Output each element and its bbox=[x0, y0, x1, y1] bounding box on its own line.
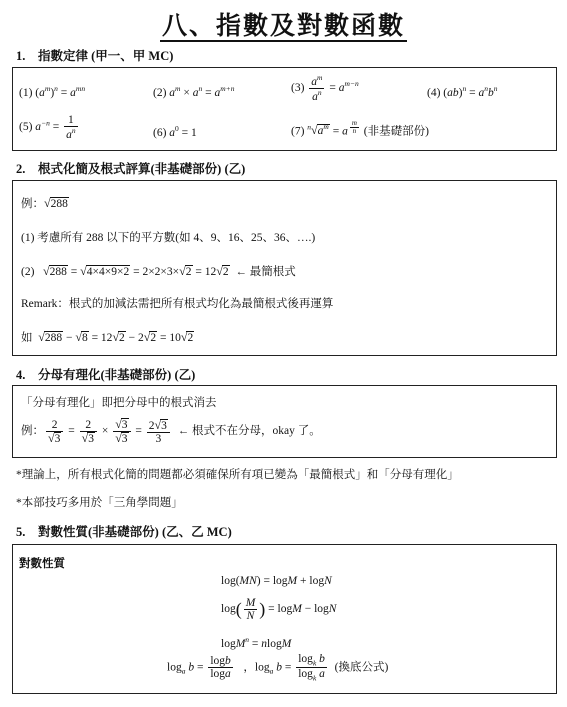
rationalization-example: 例： $\frac{2}{√3}$ = $\frac{2}{√3}$ × $\frac{√3}{√3}$ = $\frac{2√3}{3}$ ← 根式不在分母，okay 了。 bbox=[21, 417, 321, 446]
law-7: (7) $^n√a^m = a$ $^{\frac{m}{n}}$ (非基礎部份) bbox=[291, 119, 429, 138]
radical-simplification-box bbox=[12, 180, 557, 356]
radical-step-2: (2) √288 = √4×4×9×2 = 2×2×3×√2 = 12√2 ← 最簡根式 bbox=[21, 264, 296, 278]
arrow-left-icon: ← bbox=[235, 266, 247, 278]
radical-remark: Remark：根式的加減法需把所有根式均化為最簡根式後再運算 bbox=[21, 298, 334, 310]
log-box-title: 對數性質 bbox=[19, 558, 65, 570]
radical-example: 例：√288 bbox=[21, 196, 68, 210]
log-quotient-rule: log( $\frac{M}{N}$ ) = logM − logN bbox=[221, 597, 337, 623]
note-2: *本部技巧多用於「三角學問題」 bbox=[16, 497, 183, 509]
law-3: (3) $\frac{a^m}{a^n}$ = $a^{m-n}$ bbox=[291, 73, 359, 103]
law-2: (2) $a^m \times a^n = a^{m+n}$ bbox=[153, 84, 235, 99]
log-change-of-base: $\log_a b$ = $\frac{\log b}{\log a}$ ，$\log_a b$ = $\frac{\log_k b}{\log_k a}$ (換底公式) bbox=[167, 653, 389, 683]
log-properties-box bbox=[12, 544, 557, 694]
page-title: 八、指數及對數函數 bbox=[161, 13, 405, 40]
log-power-rule: logM$^n$ = nlogM bbox=[221, 635, 292, 650]
section-1-heading: 1. 指數定律 (甲一、甲 MC) bbox=[16, 49, 174, 63]
law-6: (6) $a^0 = 1$ bbox=[153, 124, 197, 139]
note-1: *理論上，所有根式化簡的問題都必須確保所有項已變為「最簡根式」和「分母有理化」 bbox=[16, 469, 459, 481]
rationalization-desc: 「分母有理化」即把分母中的根式消去 bbox=[21, 397, 217, 409]
rationalization-box bbox=[12, 385, 557, 458]
exponent-laws-box bbox=[12, 67, 557, 151]
section-4-heading: 4. 分母有理化(非基礎部份) (乙) bbox=[16, 368, 196, 382]
log-product-rule: log(MN) = logM + logN bbox=[221, 575, 332, 587]
section-2-heading: 2. 根式化簡及根式評算(非基礎部份) (乙) bbox=[16, 162, 246, 176]
law-4: (4) $(ab)^n = a^nb^n$ bbox=[427, 84, 498, 99]
law-1: (1) $(a^m)^n = a^{mn}$ bbox=[19, 84, 86, 99]
radical-example-2: 如 √288 − √8 = 12√2 − 2√2 = 10√2 bbox=[21, 330, 194, 344]
arrow-left-icon: ← bbox=[177, 425, 190, 438]
section-5-heading: 5. 對數性質(非基礎部份) (乙、乙 MC) bbox=[16, 525, 232, 539]
law-5: (5) $a^{-n}$ = $\frac{1}{a^n}$ bbox=[19, 114, 76, 141]
radical-step-1: (1) 考慮所有 288 以下的平方數(如 4、9、16、25、36、….) bbox=[21, 232, 316, 244]
